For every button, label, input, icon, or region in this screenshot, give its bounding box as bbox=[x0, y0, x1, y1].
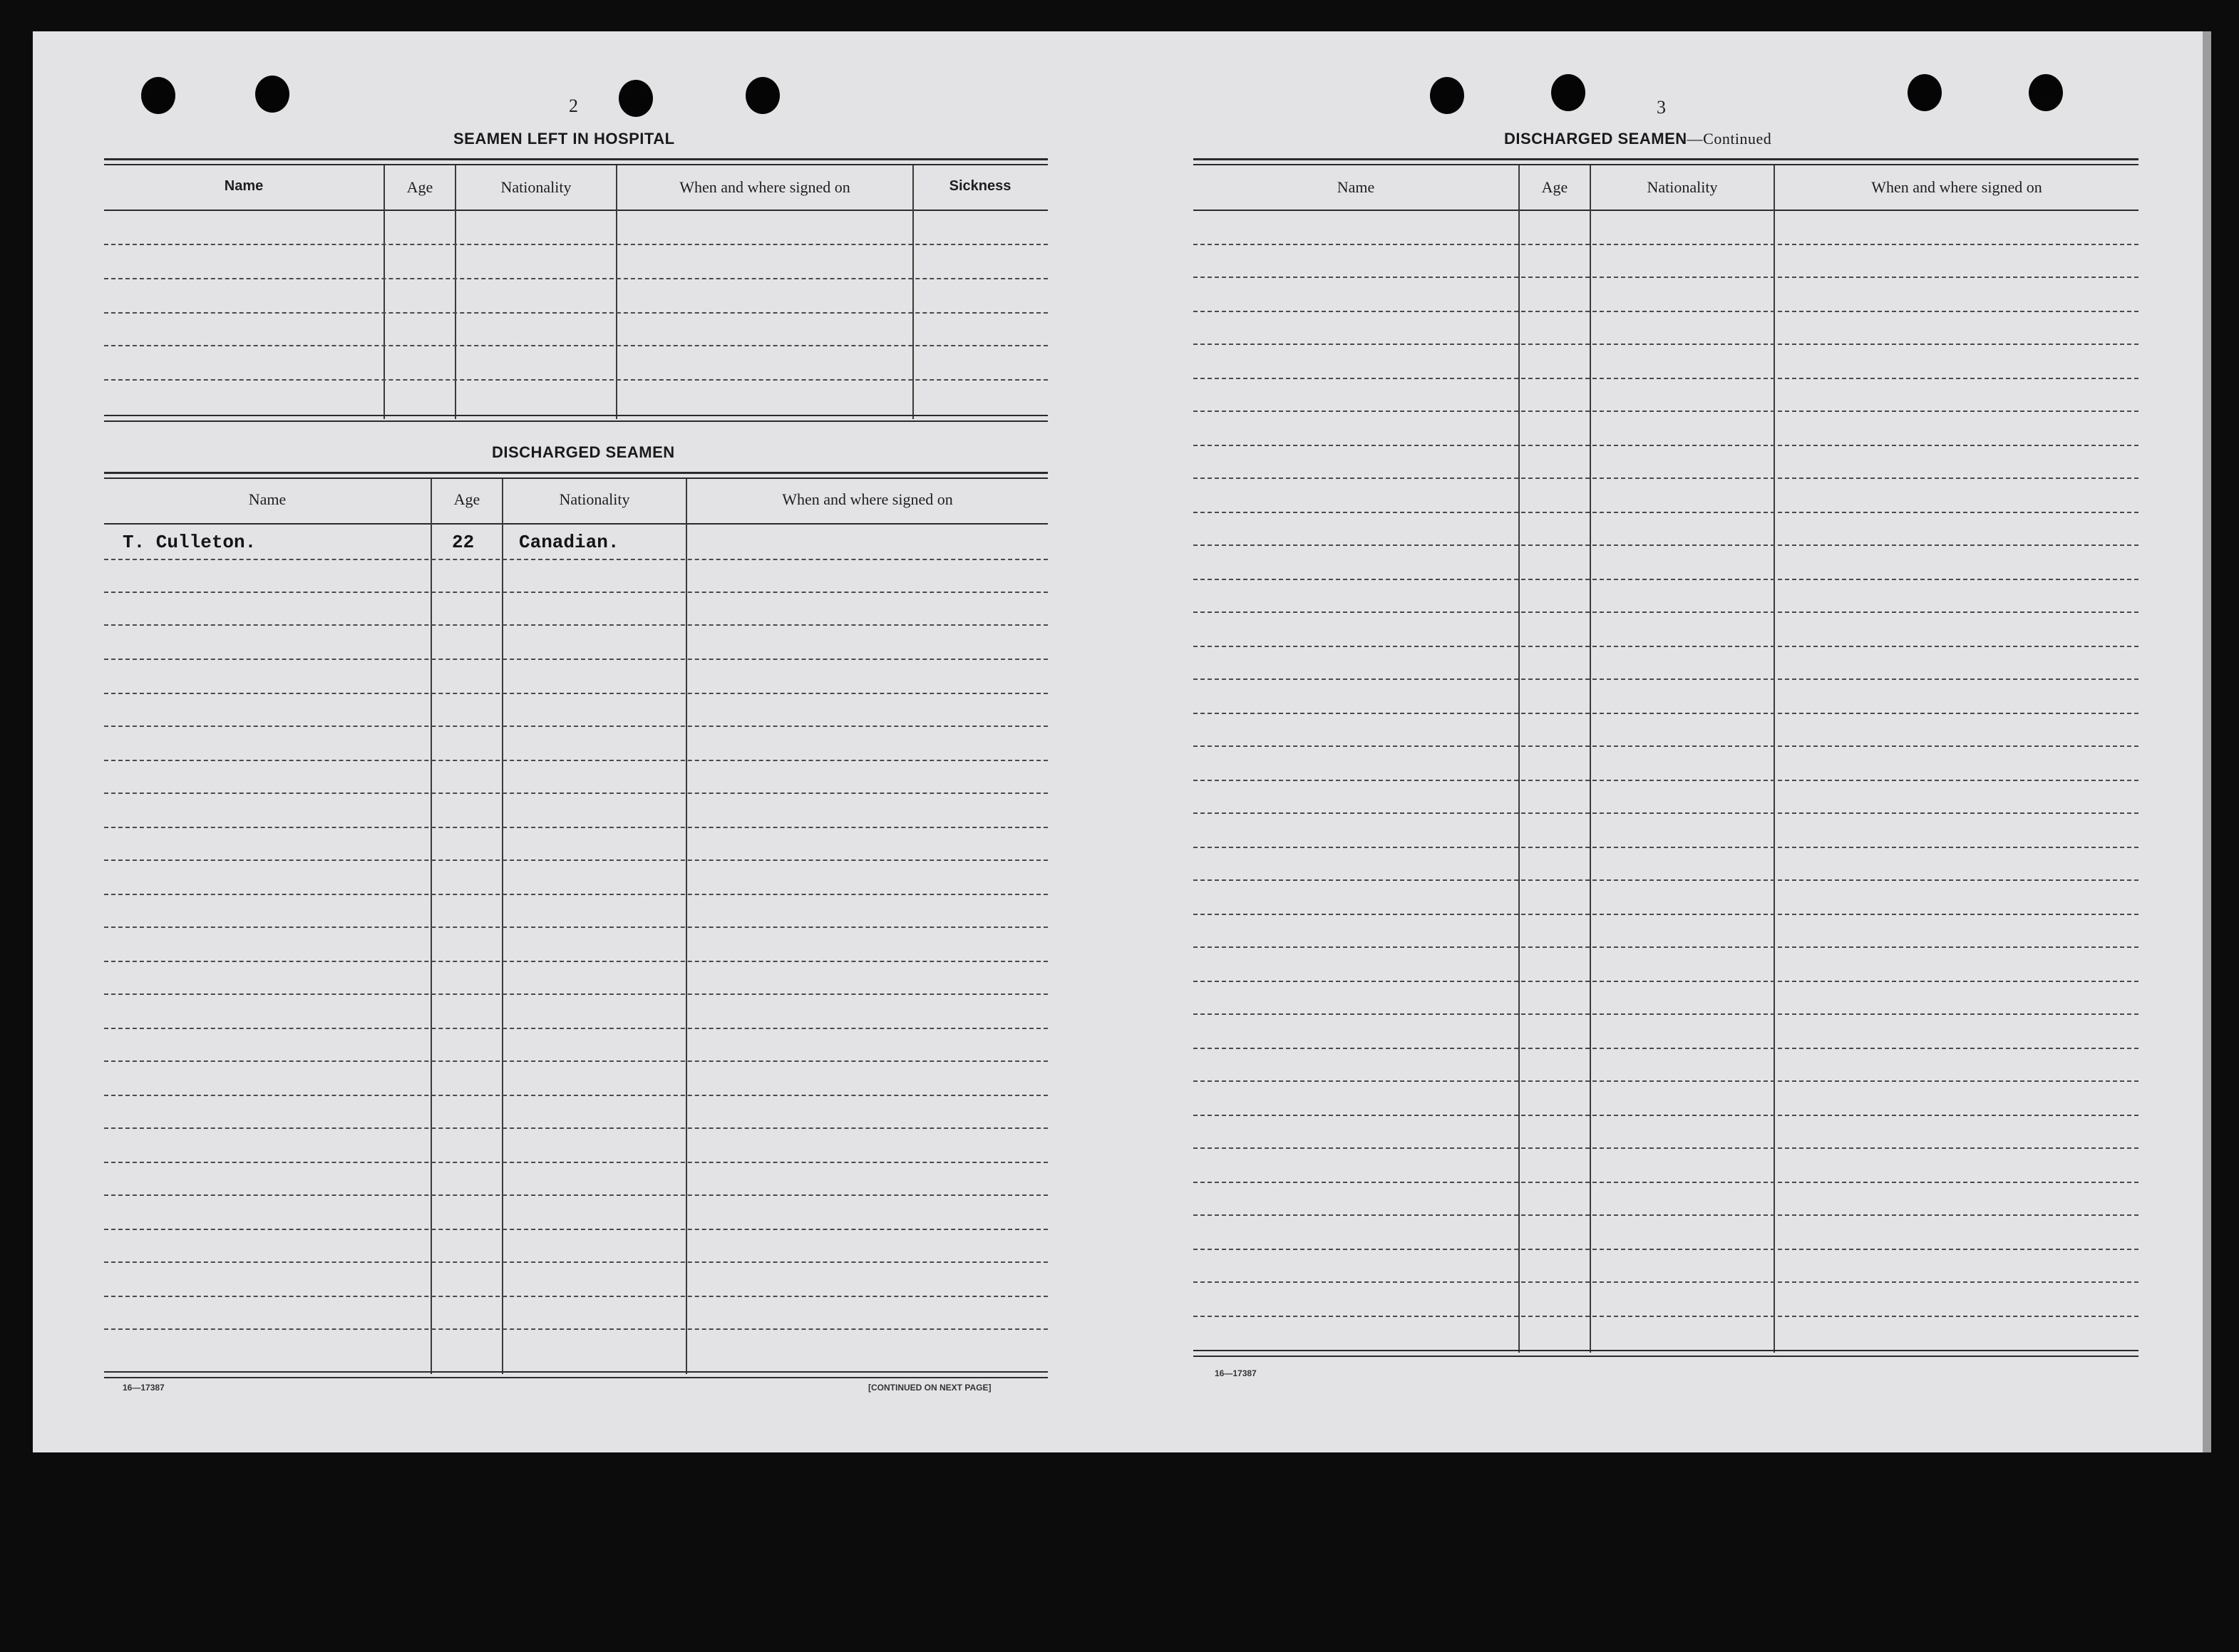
hospital-header-signed-on: When and where signed on bbox=[679, 178, 850, 196]
discharged-continued-table bbox=[1193, 158, 2138, 1360]
discharged-section-title: DISCHARGED SEAMEN bbox=[492, 443, 675, 461]
seaman-nationality: Canadian. bbox=[519, 532, 619, 553]
right-page-number: 3 bbox=[1657, 97, 1666, 118]
sheet-edge bbox=[2203, 31, 2211, 1452]
left-form-code: 16—17387 bbox=[123, 1383, 165, 1393]
discharged-header-signed-on: When and where signed on bbox=[782, 490, 953, 508]
hospital-table bbox=[104, 158, 1048, 423]
right-section-title-suffix: —Continued bbox=[1687, 130, 1772, 148]
hospital-header-name: Name bbox=[224, 178, 264, 194]
discharged-header-nationality: Nationality bbox=[559, 490, 630, 508]
right-header-age: Age bbox=[1541, 178, 1568, 196]
right-header-nationality: Nationality bbox=[1647, 178, 1718, 196]
right-form-code: 16—17387 bbox=[1215, 1368, 1257, 1378]
right-section-title-main: DISCHARGED SEAMEN bbox=[1504, 130, 1687, 148]
hospital-header-nationality: Nationality bbox=[500, 178, 572, 196]
punch-hole bbox=[1908, 74, 1942, 111]
punch-hole bbox=[255, 76, 289, 113]
hospital-header-age: Age bbox=[406, 178, 433, 196]
punch-hole bbox=[746, 77, 780, 114]
punch-hole bbox=[141, 77, 175, 114]
discharged-header-name: Name bbox=[248, 490, 287, 508]
discharged-table bbox=[104, 472, 1048, 1378]
right-header-name: Name bbox=[1337, 178, 1375, 196]
discharged-header-age: Age bbox=[453, 490, 480, 508]
right-section-title bbox=[1504, 130, 1771, 148]
left-page-number: 2 bbox=[569, 95, 578, 116]
punch-hole bbox=[2029, 74, 2063, 111]
punch-hole bbox=[1430, 77, 1464, 114]
seaman-name: T. Culleton. bbox=[123, 532, 257, 553]
hospital-section-title: SEAMEN LEFT IN HOSPITAL bbox=[453, 130, 675, 148]
punch-hole bbox=[1551, 74, 1585, 111]
right-header-signed-on: When and where signed on bbox=[1871, 178, 2042, 196]
seaman-age: 22 bbox=[452, 532, 475, 553]
hospital-header-sickness: Sickness bbox=[949, 178, 1012, 194]
punch-hole bbox=[619, 80, 653, 117]
continued-note: [CONTINUED ON NEXT PAGE] bbox=[868, 1383, 992, 1393]
